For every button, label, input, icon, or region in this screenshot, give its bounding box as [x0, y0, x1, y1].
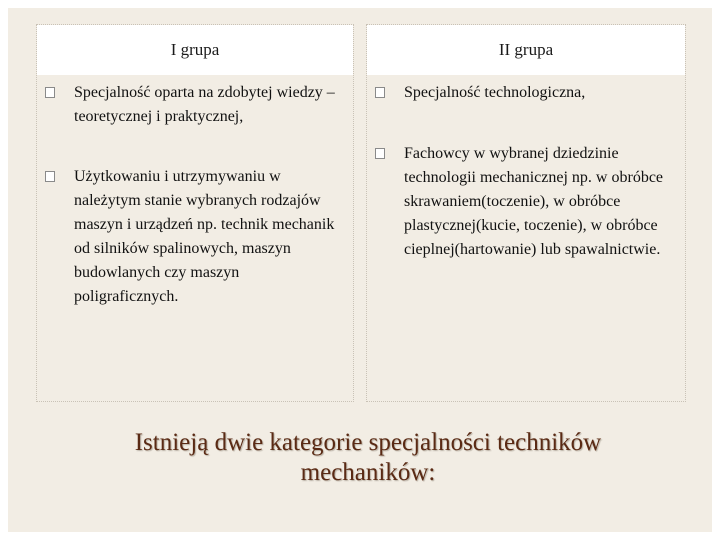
list-item — [367, 142, 685, 262]
checkbox-bullet-icon — [45, 171, 55, 182]
column-group-2 — [366, 24, 686, 402]
list-item-text: Specjalność oparta na zdobytej wiedzy –teoretycznej i praktycznej, — [74, 84, 335, 125]
list-item-text: Użytkowaniu i utrzymywaniu w należytym stanie wybranych rodzajów maszyn i urządzeń np. technik mechanik od silników spalinowych, maszyn budowlanych czy maszyn poligraficznych. — [74, 168, 335, 305]
bullet-list-group-1 — [37, 81, 353, 309]
checkbox-bullet-icon — [375, 87, 385, 98]
column-group-1 — [36, 24, 354, 402]
bullet-list-group-2 — [367, 81, 685, 262]
list-item — [367, 81, 685, 105]
column-header-group-1: I grupa — [37, 25, 353, 75]
list-item-text: Fachowcy w wybranej dziedzinie technologii mechanicznej np. w obróbce skrawaniem(toczenie), w obróbce plastycznej(kucie, toczenie), w obróbce cieplnej(hartowanie) lub spawalnictwie. — [404, 145, 664, 258]
list-item-text: Specjalność technologiczna, — [404, 84, 586, 101]
slide-title-line-2: mechaników: — [300, 459, 436, 486]
checkbox-bullet-icon — [45, 87, 55, 98]
column-header-group-2: II grupa — [367, 25, 685, 75]
list-item — [37, 165, 353, 309]
slide-title — [38, 428, 698, 488]
list-item — [37, 81, 353, 129]
checkbox-bullet-icon — [375, 148, 385, 159]
slide-title-line-1: Istnieją dwie kategorie specjalności techników — [134, 429, 602, 456]
